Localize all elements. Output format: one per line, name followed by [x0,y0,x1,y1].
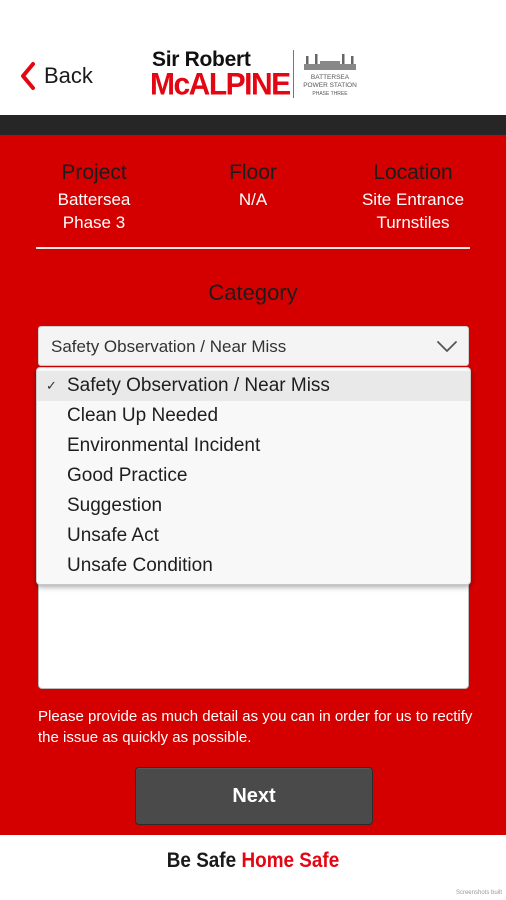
checkmark-icon: ✓ [46,378,57,393]
header-divider-bar [0,115,506,135]
partner-logo [300,50,360,100]
category-dropdown [36,367,471,585]
next-button[interactable]: Next [135,767,373,825]
partner-line2: POWER STATION [303,82,357,89]
category-option[interactable] [37,431,470,461]
option-label: Unsafe Condition [67,555,213,576]
category-option[interactable] [37,401,470,431]
back-button[interactable] [20,58,93,94]
tagline-part1: Be Safe [166,849,237,872]
chevron-down-icon [436,340,458,354]
location-value-line2: Turnstiles [376,213,450,232]
app-header [0,0,506,115]
logo-divider [293,50,294,98]
option-label: Environmental Incident [67,435,261,456]
info-floor [180,160,326,211]
category-select-value: Safety Observation / Near Miss [51,337,287,356]
footer [0,835,506,900]
partner-line1: BATTERSEA [310,74,350,81]
brand-name-line2: McALPINE [150,67,290,102]
project-label: Project [61,161,127,184]
category-option[interactable] [37,551,470,581]
help-text: Please provide as much detail as you can in order for us to rectify the issue as quickly as possible. [38,708,473,746]
category-option[interactable] [37,491,470,521]
category-option[interactable] [37,461,470,491]
partner-text [300,74,360,98]
power-station-icon [300,50,360,74]
info-divider [36,247,470,249]
location-value-line1: Site Entrance [361,190,465,209]
floor-value: N/A [238,190,268,209]
category-option[interactable] [37,371,470,401]
category-option[interactable] [37,521,470,551]
brand-name-line1: Sir Robert [152,48,251,71]
back-label: Back [44,63,93,88]
option-label: Safety Observation / Near Miss [67,375,330,396]
chevron-left-icon [20,61,36,91]
partner-line3: PHASE THREE [312,91,348,97]
tagline [25,849,480,873]
description-textarea[interactable] [38,575,469,689]
project-value-line2: Phase 3 [62,213,126,232]
category-title: Category [208,280,298,305]
info-project [20,160,168,234]
credit-text: Screenshots built [455,890,502,896]
floor-label: Floor [229,161,277,184]
option-label: Clean Up Needed [67,405,219,426]
option-label: Suggestion [67,495,163,516]
location-label: Location [373,161,453,184]
main-panel [0,135,506,835]
option-label: Good Practice [67,465,188,486]
project-value [20,188,168,234]
tagline-part2: Home Safe [241,849,340,872]
info-location [336,160,490,234]
project-value-line1: Battersea [57,190,131,209]
location-value [336,188,490,234]
option-label: Unsafe Act [67,525,159,546]
category-select[interactable] [38,326,469,366]
company-logo [150,48,360,104]
